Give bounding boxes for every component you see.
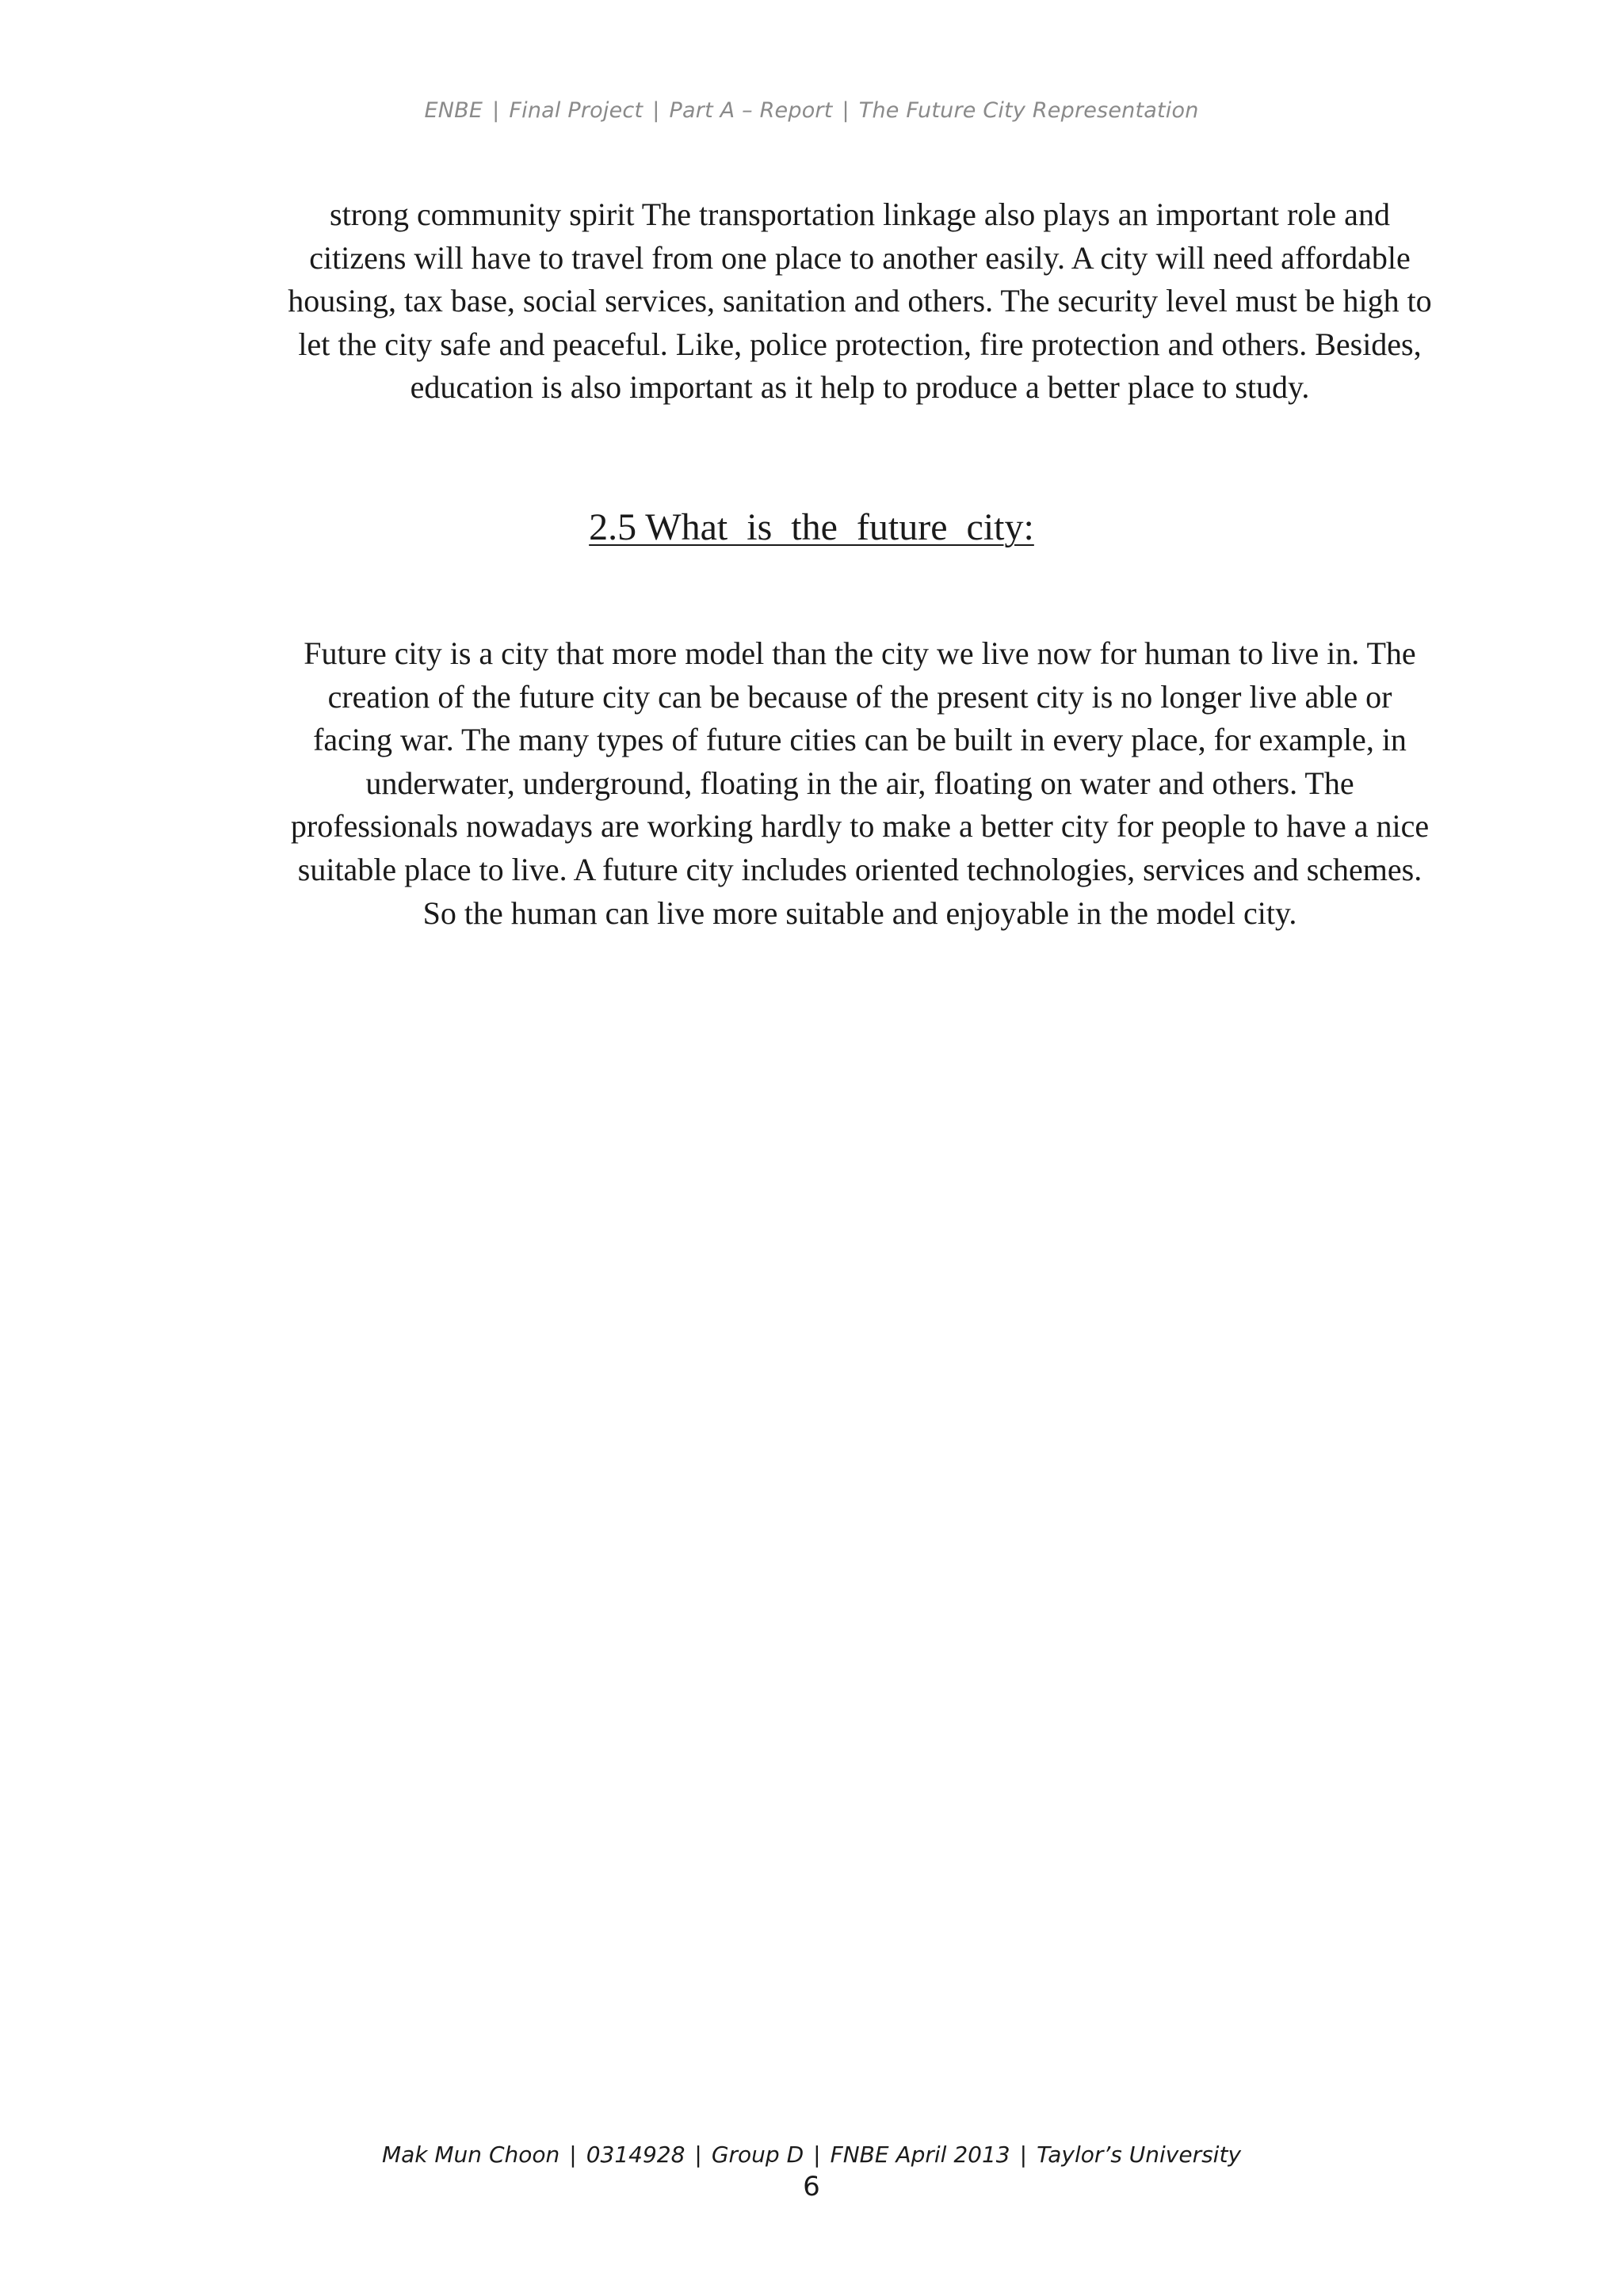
body-paragraph-future-city: Future city is a city that more model than the city we live now for human to live in. The creation of the future city can be because of the present city is no longer live able or facing war. The many types of future cities can be built in every place, for example, in underwater, underground, floating in the air, floating on water and others. The professionals nowadays are working hardly to make a better city for people to have a nice suitable place to live. A future city includes oriented technologies, services and schemes. So the human can live more suitable and enjoyable in the model city. xyxy=(290,635,1430,931)
section-heading-text: 2.5 What is the future city: xyxy=(589,506,1034,548)
footer-group: Group D xyxy=(711,2142,804,2168)
running-footer xyxy=(0,2142,1623,2168)
header-separator: | xyxy=(652,98,660,123)
footer-student-id: 0314928 xyxy=(586,2142,685,2168)
header-separator: | xyxy=(492,98,500,123)
body-paragraph-community: strong community spirit The transportation linkage also plays an important role and citizens will have to travel from one place to another easily. A city will need affordable housing, tax base, social services, sanitation and others. The security level must be high to let the city safe and peaceful. Like, police protection, fire protection and others. Besides, education is also important as it help to produce a better place to study. xyxy=(288,196,1432,406)
footer-separator: | xyxy=(694,2142,702,2168)
header-course: ENBE xyxy=(424,98,483,123)
footer-separator: | xyxy=(1019,2142,1028,2168)
section-heading xyxy=(0,505,1623,549)
header-project: Final Project xyxy=(509,98,643,123)
footer-intake: FNBE April 2013 xyxy=(830,2142,1010,2168)
header-part: Part A – Report xyxy=(669,98,833,123)
footer-university: Taylor’s University xyxy=(1037,2142,1242,2168)
footer-separator: | xyxy=(813,2142,821,2168)
page-number: 6 xyxy=(803,2171,820,2203)
footer-author: Mak Mun Choon xyxy=(381,2142,560,2168)
header-topic: The Future City Representation xyxy=(858,98,1199,123)
footer-separator: | xyxy=(569,2142,577,2168)
running-header xyxy=(0,98,1623,123)
header-separator: | xyxy=(842,98,850,123)
